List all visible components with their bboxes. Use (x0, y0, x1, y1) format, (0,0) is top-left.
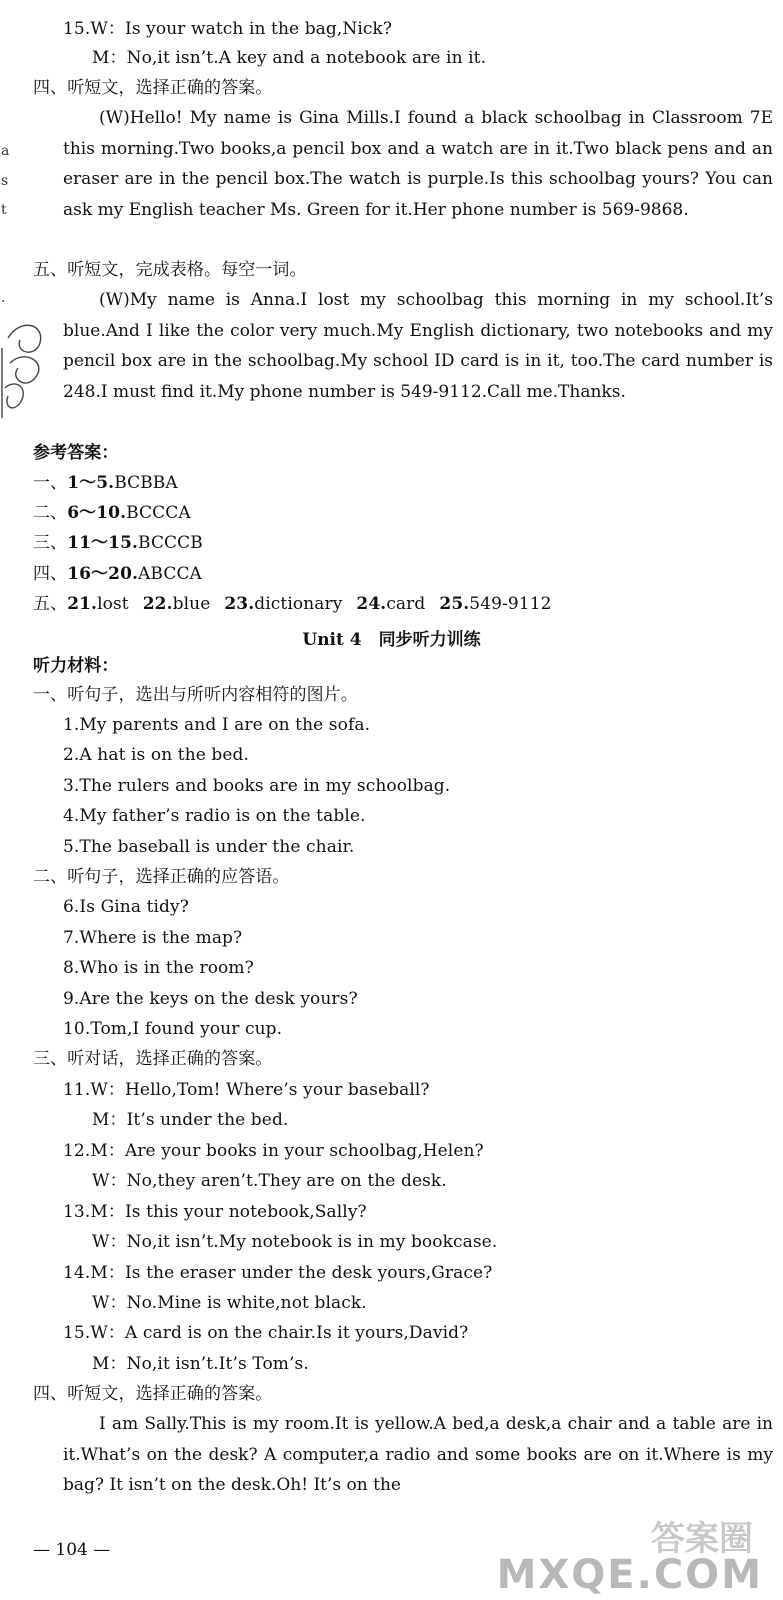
answer-numbers: 21. (67, 594, 98, 614)
watermark-logo: 答案圈 (651, 1519, 753, 1559)
answer-text: blue (172, 594, 211, 614)
dialog-line: 12.M：Are your books in your schoolbag,Helen? (63, 1141, 484, 1161)
passage-paragraph: (W)My name is Anna.I lost my schoolbag this morning in my school.It’s blue.And I like the color very much.My English dictionary, two notebooks and my pencil box are in the schoolbag.My school ID card is in it, too.The card number is 248.I must find it.My phone number is 549-9112.Call me.Thanks. (63, 290, 773, 402)
section-heading: 一、听句子，选出与所听内容相符的图片。 (33, 685, 358, 705)
dialog-line: 13.M：Is this your notebook,Sally? (63, 1202, 367, 1222)
question-line: 4.My father’s radio is on the table. (63, 806, 366, 826)
dialog-line: 14.M：Is the eraser under the desk yours,Grace? (63, 1263, 493, 1283)
answer-numbers: 23. (224, 594, 255, 614)
answer-numbers: 22. (142, 594, 173, 614)
answer-label: 三、 (33, 533, 68, 553)
answer-text: BCCCA (126, 503, 191, 523)
question-line: 2.A hat is on the bed. (63, 745, 250, 765)
answer-text: card (386, 594, 426, 614)
unit-title: Unit 4 同步听力训练 (302, 630, 481, 650)
edge-letter: a (1, 143, 10, 159)
section-heading: 五、听短文，完成表格。每空一词。 (33, 260, 307, 280)
answer-numbers: 1～5. (67, 473, 115, 493)
edge-letter: . (1, 290, 6, 306)
answer-line (33, 502, 191, 524)
watermark-text: MXQE.COM (496, 1552, 763, 1598)
answer-text: BCCCB (138, 533, 203, 553)
answer-key-title: 参考答案： (33, 443, 119, 463)
dialog-line: W：No,they aren’t.They are on the desk. (92, 1171, 447, 1191)
dialog-line: M：It’s under the bed. (92, 1110, 289, 1130)
question-line: 1.My parents and I are on the sofa. (63, 715, 371, 735)
passage-paragraph: I am Sally.This is my room.It is yellow.A bed,a desk,a chair and a table are in it.What’s on the desk? A computer,a radio and some books are on it.Where is my bag? It isn’t on the desk.Oh! It’s on the (63, 1414, 773, 1495)
margin-doodle-icon (0, 318, 50, 428)
answer-label: 五、 (33, 594, 68, 614)
answer-label: 二、 (33, 503, 68, 523)
dialog-line: W：No,it isn’t.My notebook is in my bookcase. (92, 1232, 498, 1252)
question-line: 6.Is Gina tidy? (63, 897, 189, 917)
answer-text: BCBBA (114, 473, 178, 493)
edge-letter: s (1, 173, 9, 189)
answer-numbers: 6～10. (67, 503, 127, 523)
answer-line (33, 472, 178, 494)
section-heading: 二、听句子，选择正确的应答语。 (33, 867, 290, 887)
section-heading: 三、听对话，选择正确的答案。 (33, 1049, 273, 1069)
question-line: 10.Tom,I found your cup. (63, 1019, 283, 1039)
question-line: 9.Are the keys on the desk yours? (63, 989, 358, 1009)
dialog-line: W：No.Mine is white,not black. (92, 1293, 367, 1313)
answer-text: lost (97, 594, 129, 614)
dialog-line: M：No,it isn’t.A key and a notebook are in it. (92, 48, 487, 68)
answer-text: 549-9112 (469, 594, 552, 614)
question-line: 5.The baseball is under the chair. (63, 837, 355, 857)
dialog-line: 11.W：Hello,Tom! Where’s your baseball? (63, 1080, 430, 1100)
dialog-line: M：No,it isn’t.It’s Tom’s. (92, 1354, 309, 1374)
section-heading: 四、听短文，选择正确的答案。 (33, 78, 273, 98)
answer-label: 四、 (33, 564, 68, 584)
answer-line (33, 532, 203, 554)
answer-numbers: 11～15. (67, 533, 139, 553)
answer-numbers: 16～20. (67, 564, 139, 584)
answer-numbers: 24. (356, 594, 387, 614)
page-number: — 104 — (33, 1540, 111, 1560)
answer-line (33, 593, 552, 615)
question-line: 3.The rulers and books are in my schoolbag. (63, 776, 451, 796)
answer-line (33, 563, 202, 585)
answer-label: 一、 (33, 473, 68, 493)
answer-text: dictionary (254, 594, 343, 614)
material-title: 听力材料： (33, 656, 119, 676)
answer-numbers: 25. (439, 594, 470, 614)
passage-paragraph: (W)Hello! My name is Gina Mills.I found a black schoolbag in Classroom 7E this morning.Two books,a pencil box and a watch are in it.Two black pens and an eraser are in the pencil box.The watch is purple.Is this schoolbag yours? You can ask my English teacher Ms. Green for it.Her phone number is 569-9868. (63, 108, 773, 220)
dialog-line: 15.W：A card is on the chair.Is it yours,David? (63, 1323, 469, 1343)
edge-letter: t (1, 202, 7, 218)
answer-text: ABCCA (138, 564, 202, 584)
section-heading: 四、听短文，选择正确的答案。 (33, 1384, 273, 1404)
question-line: 8.Who is in the room? (63, 958, 254, 978)
question-line: 7.Where is the map? (63, 928, 243, 948)
dialog-line: 15.W：Is your watch in the bag,Nick? (63, 19, 393, 39)
